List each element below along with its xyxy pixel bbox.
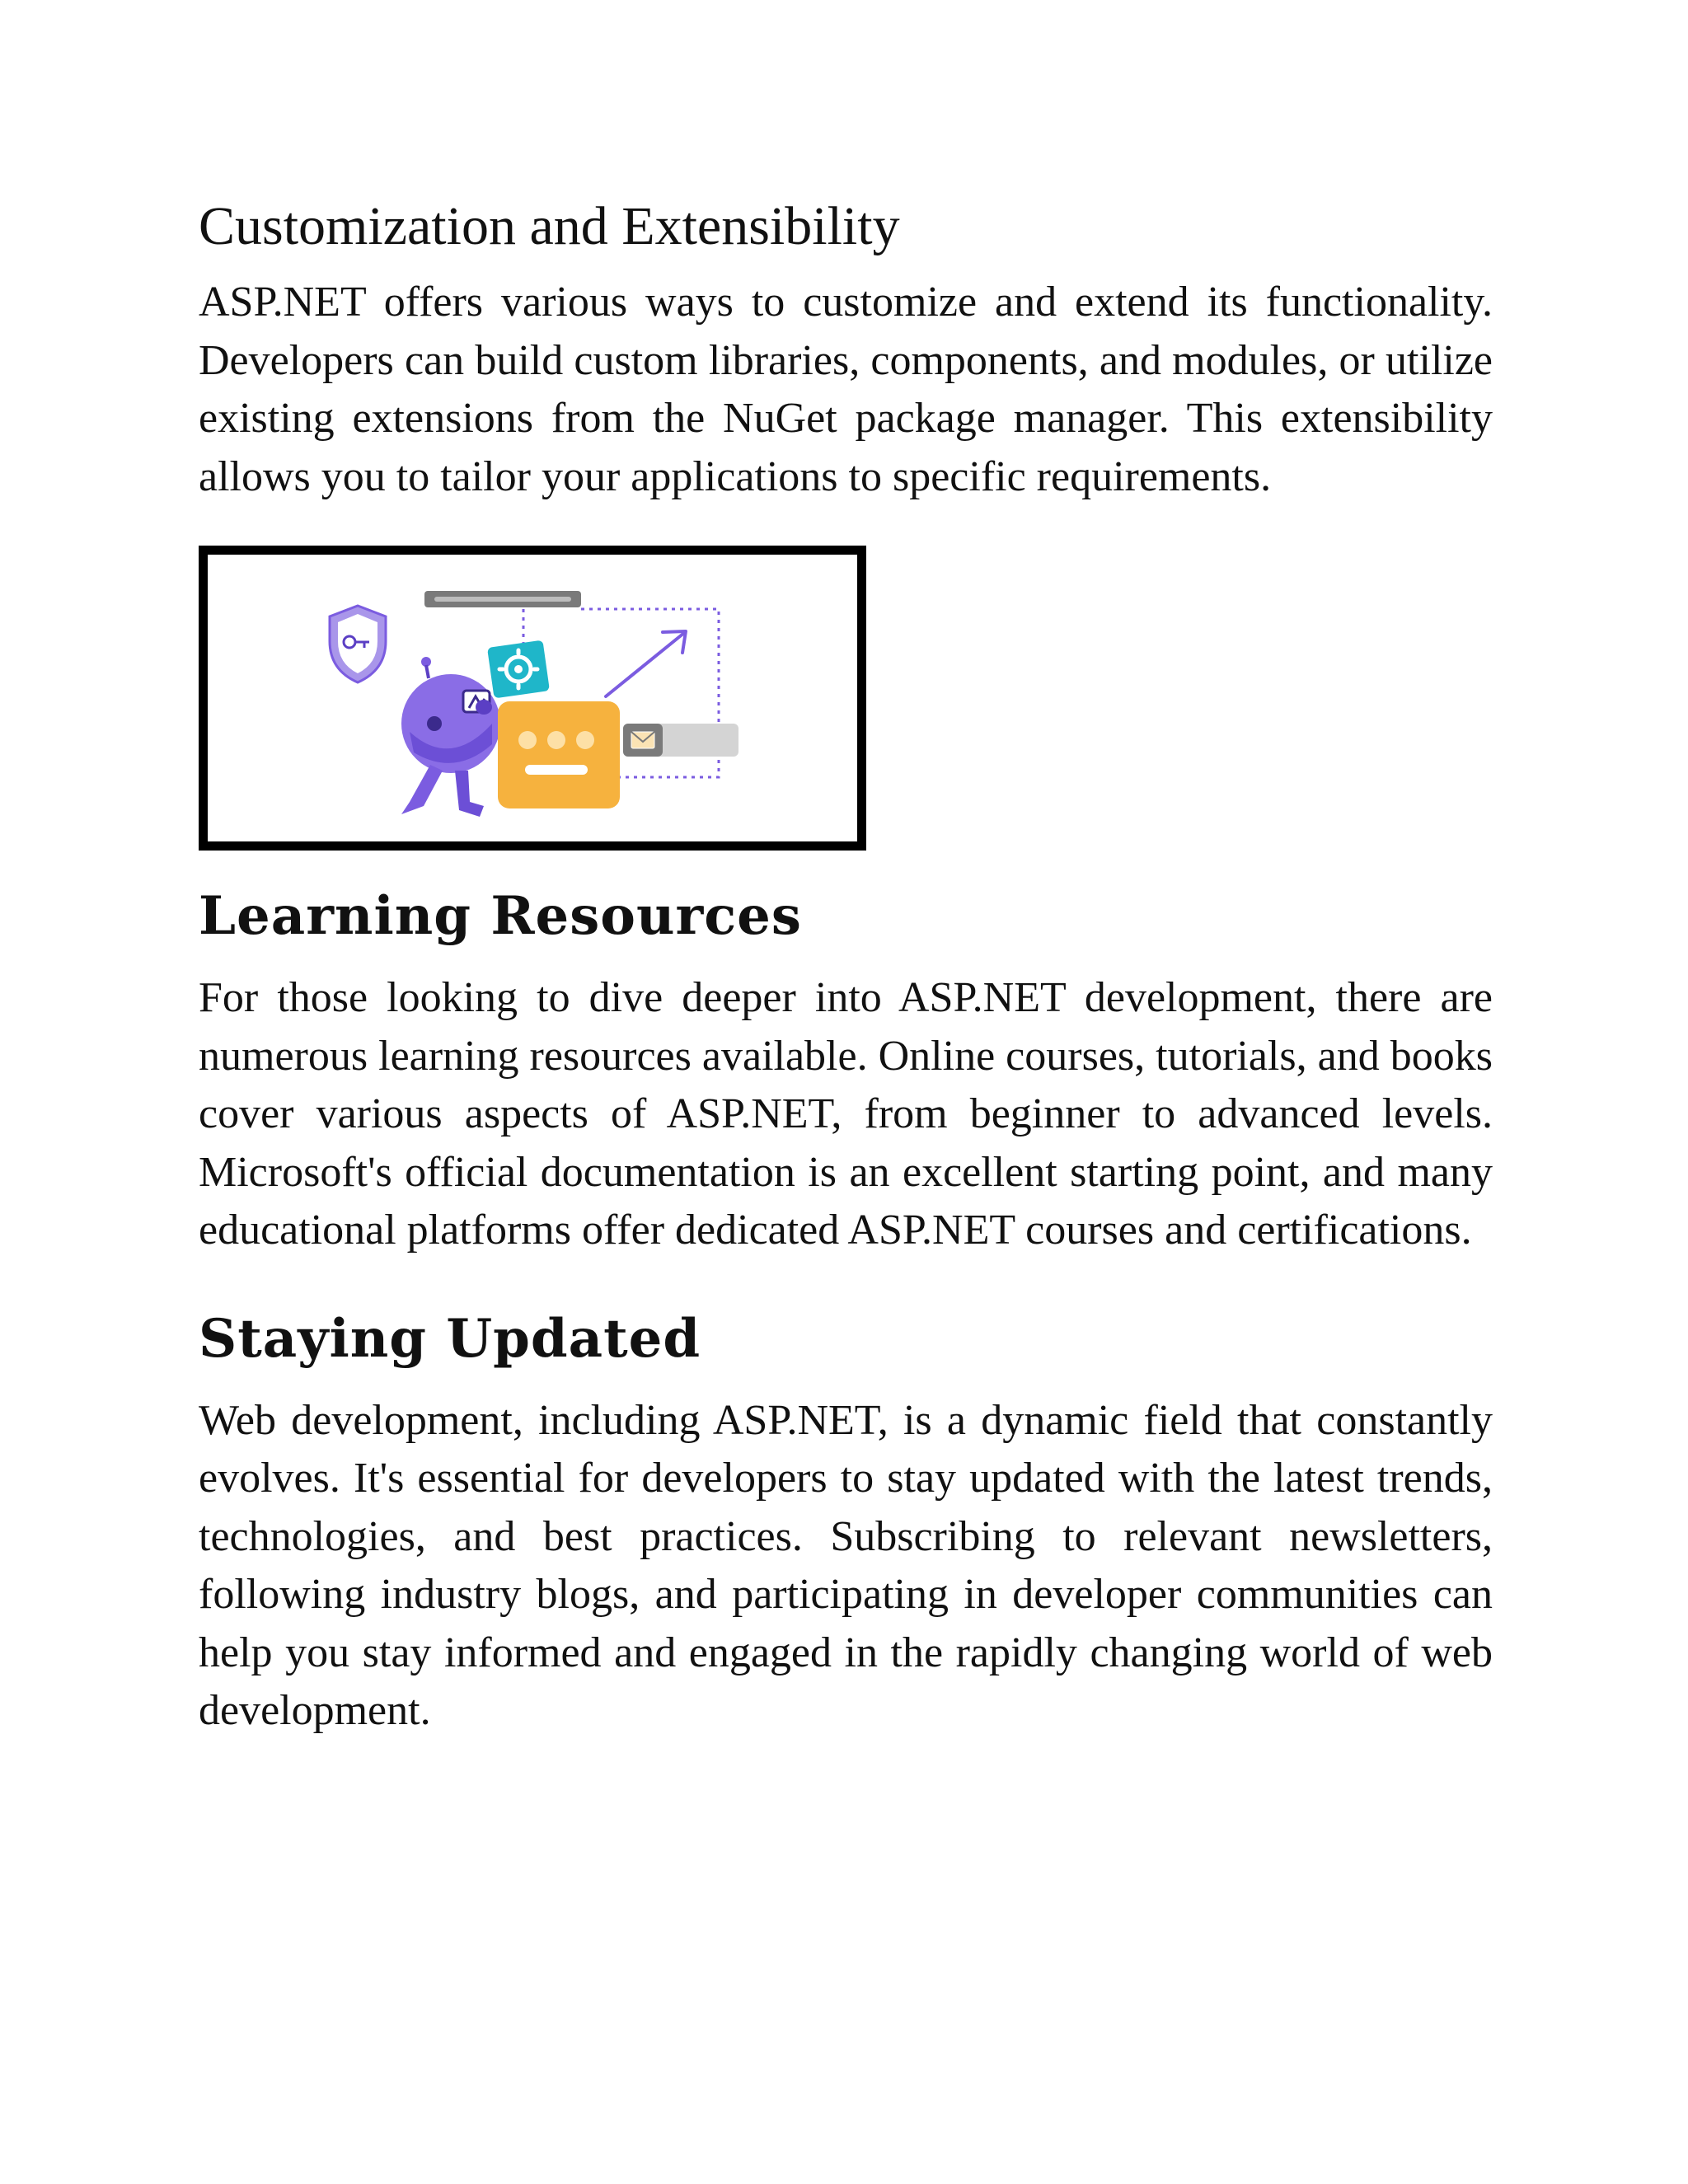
arrow-up-right-icon [606,631,686,696]
heading-learning-resources: Learning Resources [199,885,802,947]
mascot-character [401,657,500,817]
paragraph-staying-updated: Web development, including ASP.NET, is a dynamic field that constantly evolves. It's essential for developers to stay updated with the latest trends, technologies, and best practices. Subscribing to relevant newsletters, following industry blogs, and participating in developer communities can help you stay informed and engaged in the rapidly changing world of web development. [199,1396,1493,1734]
document-page [199,190,1493,1741]
shield-lock-icon [330,606,386,682]
paragraph-customization: ASP.NET offers various ways to customize and extend its functionality. Developers can build custom libraries, components, and modules, or utilize existing extensions from the NuGet package manager. This extensibility allows you to tailor your applications to specific requirements. [199,279,1493,500]
heading-staying-updated: Staying Updated [199,1307,701,1370]
paragraph-learning-resources: For those looking to dive deeper into ASP.NET development, there are numerous learning resources available. Online courses, tutorials, and books cover various aspects of ASP.NET, from beginner to advanced levels. Microsoft's official documentation is an excellent starting point, and many educational platforms offer dedicated ASP.NET courses and certifications. [199,974,1493,1254]
illustration-graphic [208,555,857,841]
mail-icon [623,724,738,757]
extensibility-illustration [199,546,866,851]
gear-icon [487,640,550,699]
chat-box-graphic [498,701,620,808]
heading-customization: Customization and Extensibility [199,196,900,256]
